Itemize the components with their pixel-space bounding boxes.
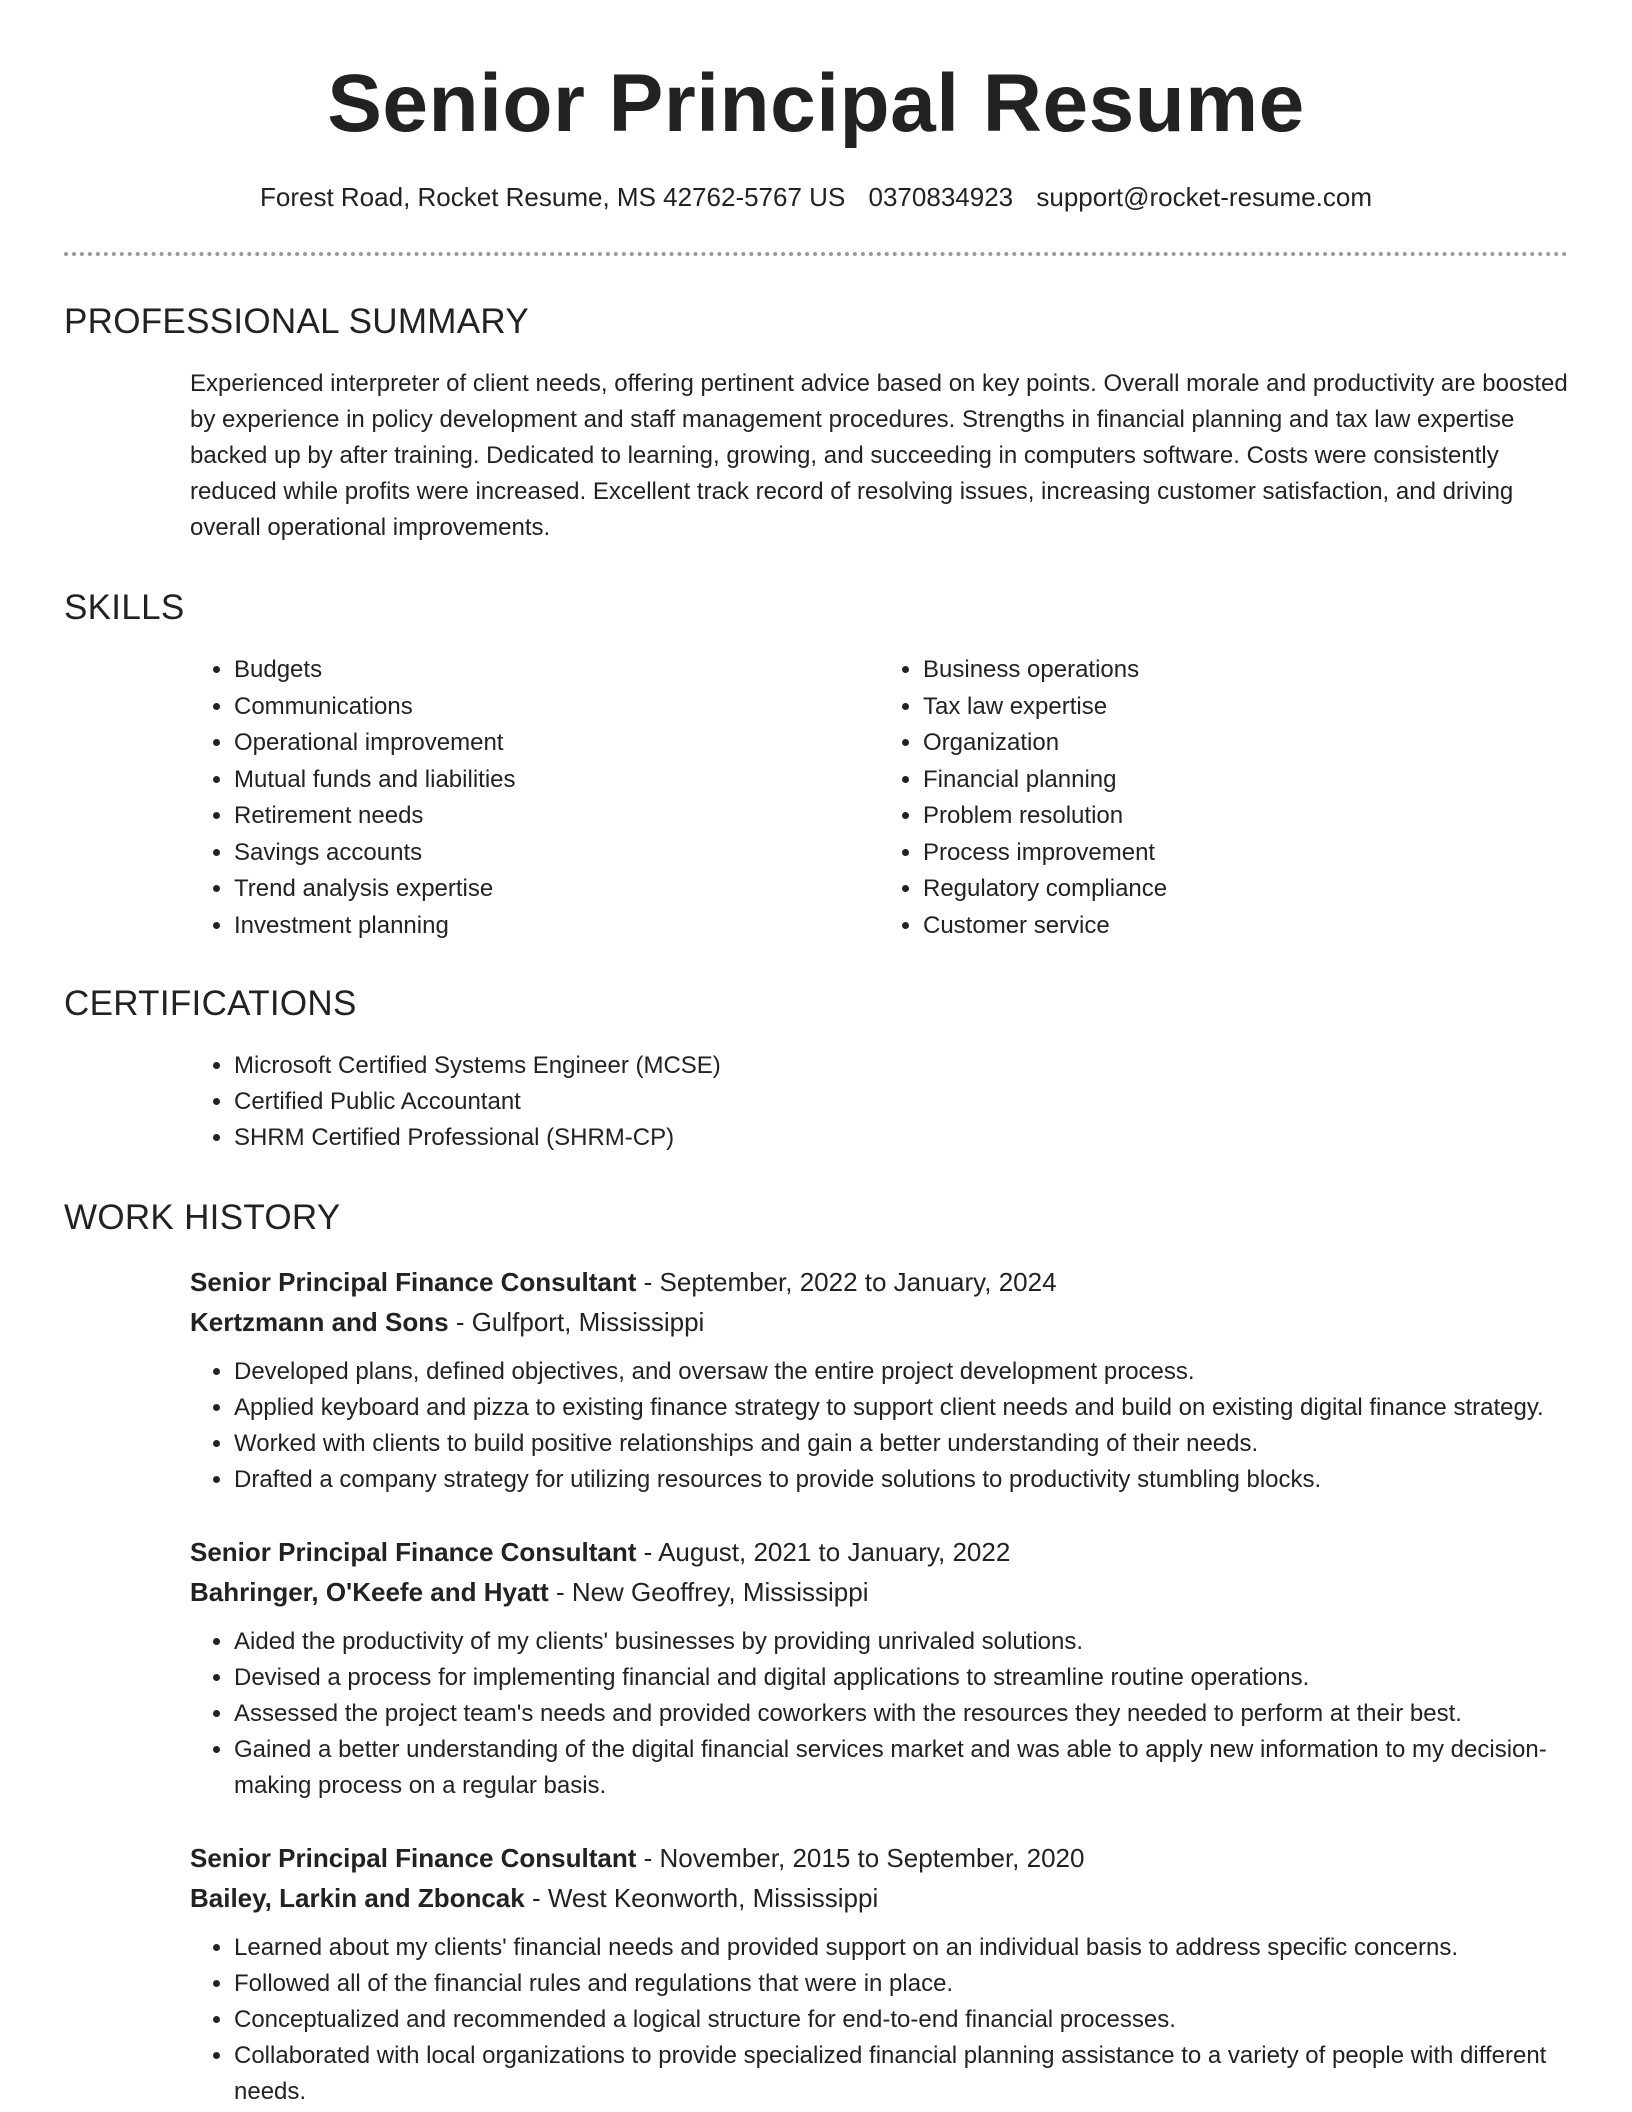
- job-entry: [190, 1262, 1568, 1498]
- skill-item: • Process improvement: [923, 835, 1568, 872]
- resume-header: [64, 0, 1568, 214]
- section-title-skills: SKILLS: [64, 588, 185, 627]
- header-divider: [64, 252, 1568, 256]
- skill-item: • Savings accounts: [234, 835, 879, 872]
- job-location: - New Geoffrey, Mississippi: [548, 1577, 869, 1607]
- skill-item: • Customer service: [923, 908, 1568, 945]
- job-bullet: • Learned about my clients' financial needs and provided support on an individual basis to address specific concerns.: [234, 1930, 1594, 1966]
- certification-item: • SHRM Certified Professional (SHRM-CP): [234, 1120, 1568, 1156]
- contact-email: support@rocket-resume.com: [1036, 182, 1372, 212]
- skill-item: • Retirement needs: [234, 798, 879, 835]
- job-bullet-list: [190, 1624, 1594, 1804]
- skill-item: • Investment planning: [234, 908, 879, 945]
- job-bullet: • Aided the productivity of my clients' businesses by providing unrivaled solutions.: [234, 1624, 1594, 1660]
- skill-item: • Problem resolution: [923, 798, 1568, 835]
- skill-item: • Regulatory compliance: [923, 871, 1568, 908]
- job-bullet: • Assessed the project team's needs and provided coworkers with the resources they needed to perform at their best.: [234, 1696, 1594, 1732]
- job-bullet: • Collaborated with local organizations to provide specialized financial planning assistance to a variety of people with different needs.: [234, 2038, 1594, 2110]
- job-title: Senior Principal Finance Consultant: [190, 1267, 637, 1297]
- skill-item: • Budgets: [234, 652, 879, 689]
- job-bullet: • Drafted a company strategy for utilizing resources to provide solutions to productivity stumbling blocks.: [234, 1462, 1594, 1498]
- certification-item: • Microsoft Certified Systems Engineer (MCSE): [234, 1048, 1568, 1084]
- job-location: - West Keonworth, Mississippi: [524, 1883, 879, 1913]
- job-bullet: • Gained a better understanding of the digital financial services market and was able to apply new information to my decision-making process on a regular basis.: [234, 1732, 1594, 1804]
- contact-line: [64, 180, 1568, 214]
- job-title-line: [190, 1838, 1568, 1878]
- job-title: Senior Principal Finance Consultant: [190, 1537, 637, 1567]
- skill-item: • Organization: [923, 725, 1568, 762]
- skill-item: • Communications: [234, 689, 879, 726]
- job-bullet: • Applied keyboard and pizza to existing finance strategy to support client needs and build on existing digital finance strategy.: [234, 1390, 1594, 1426]
- job-entry: [190, 1838, 1568, 2110]
- job-bullet: • Worked with clients to build positive relationships and gain a better understanding of their needs.: [234, 1426, 1594, 1462]
- job-title: Senior Principal Finance Consultant: [190, 1843, 637, 1873]
- skill-item: • Trend analysis expertise: [234, 871, 879, 908]
- section-title-summary: PROFESSIONAL SUMMARY: [64, 302, 529, 341]
- job-company-line: [190, 1878, 1568, 1918]
- skills-grid: [190, 652, 1568, 944]
- job-bullet: • Followed all of the financial rules and regulations that were in place.: [234, 1966, 1594, 2002]
- job-dates: - August, 2021 to January, 2022: [636, 1537, 1011, 1567]
- contact-phone: 0370834923: [868, 182, 1014, 212]
- job-dates: - November, 2015 to September, 2020: [636, 1843, 1085, 1873]
- certification-item: • Certified Public Accountant: [234, 1084, 1568, 1120]
- summary-text: Experienced interpreter of client needs, offering pertinent advice based on key points. Overall morale and productivity are boosted by experience in policy development and staff management procedures. Strengths in financial planning and tax law expertise backed up by after training. Dedicated to learning, growing, and succeeding in computers software. Costs were consistently reduced while profits were increased. Excellent track record of resolving issues, increasing customer satisfaction, and driving overall operational improvements.: [190, 370, 1568, 541]
- job-bullet: • Devised a process for implementing financial and digital applications to streamline routine operations.: [234, 1660, 1594, 1696]
- job-bullet: • Conceptualized and recommended a logical structure for end-to-end financial processes.: [234, 2002, 1594, 2038]
- job-entry: [190, 1532, 1568, 1804]
- page-title: Senior Principal Resume: [327, 58, 1305, 149]
- certification-list: [190, 1048, 1568, 1156]
- skill-item: • Tax law expertise: [923, 689, 1568, 726]
- skill-item: • Mutual funds and liabilities: [234, 762, 879, 799]
- job-bullet-list: [190, 1930, 1594, 2110]
- job-bullet-list: [190, 1354, 1594, 1498]
- skill-item: • Business operations: [923, 652, 1568, 689]
- section-title-work-history: WORK HISTORY: [64, 1198, 341, 1237]
- job-company: Kertzmann and Sons: [190, 1307, 449, 1337]
- job-location: - Gulfport, Mississippi: [448, 1307, 705, 1337]
- job-title-line: [190, 1532, 1568, 1572]
- skills-column-right: [879, 652, 1568, 944]
- job-bullet: • Developed plans, defined objectives, and oversaw the entire project development process.: [234, 1354, 1594, 1390]
- job-company-line: [190, 1302, 1568, 1342]
- job-dates: - September, 2022 to January, 2024: [636, 1267, 1057, 1297]
- skills-column-left: [190, 652, 879, 944]
- job-company: Bahringer, O'Keefe and Hyatt: [190, 1577, 549, 1607]
- job-title-line: [190, 1262, 1568, 1302]
- contact-address: Forest Road, Rocket Resume, MS 42762-5767 US: [260, 182, 846, 212]
- job-company-line: [190, 1572, 1568, 1612]
- section-title-certifications: CERTIFICATIONS: [64, 984, 357, 1023]
- skill-item: • Operational improvement: [234, 725, 879, 762]
- job-company: Bailey, Larkin and Zboncak: [190, 1883, 525, 1913]
- skill-item: • Financial planning: [923, 762, 1568, 799]
